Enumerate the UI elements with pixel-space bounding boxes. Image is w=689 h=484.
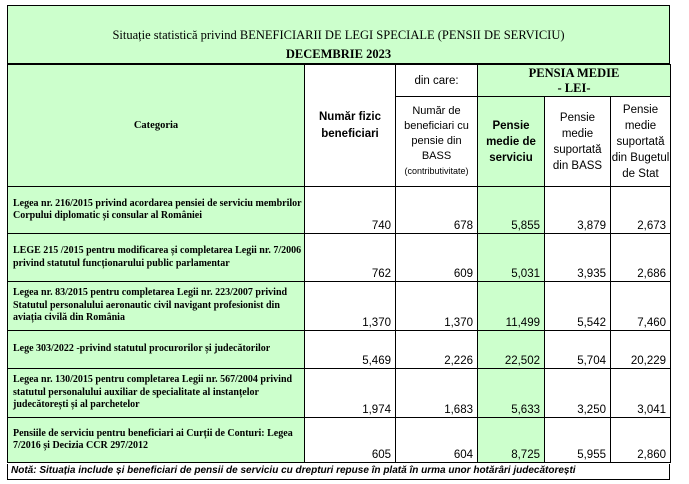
cell-numar: 1,974 (305, 369, 396, 418)
cell-bass: 1,683 (396, 369, 478, 418)
cell-bass: 2,226 (396, 331, 478, 369)
cell-din-bass: 5,704 (545, 331, 611, 369)
report-title: Situație statistică privind BENEFICIARII DE LEGI SPECIALE (PENSII DE SERVICIU) (112, 28, 565, 42)
row-category: Legea nr. 83/2015 pentru completarea Legii nr. 223/2007 privind Statutul personalului aeronautic civil navigant profesionist din aviația civilă din România (8, 282, 305, 331)
cell-buget: 7,460 (611, 282, 671, 331)
cell-buget: 2,860 (611, 418, 671, 463)
cell-bass: 609 (396, 234, 478, 282)
cell-din-bass: 5,542 (545, 282, 611, 331)
title-box (7, 5, 670, 64)
table-row (8, 282, 671, 331)
cell-numar: 740 (305, 187, 396, 234)
cell-bass: 1,370 (396, 282, 478, 331)
header-pensia-medie-unit: - LEI- (557, 80, 591, 95)
header-pensia-medie (478, 65, 671, 97)
cell-buget: 3,041 (611, 369, 671, 418)
header-numar-bass (396, 97, 478, 187)
footnote: Notă: Situația include și beneficiari de pensii de serviciu cu drepturi repuse în plată în urma unor hotărâri judecătorești (7, 464, 670, 480)
cell-bass: 604 (396, 418, 478, 463)
cell-numar: 5,469 (305, 331, 396, 369)
cell-serviciu: 8,725 (478, 418, 545, 463)
header-pensie-bass: Pensie medie suportată din BASS (545, 97, 611, 187)
cell-numar: 762 (305, 234, 396, 282)
header-contributivitate: (contributivitate) (404, 166, 469, 176)
row-category: Pensiile de serviciu pentru beneficiari ai Curții de Conturi: Legea 7/2016 și Decizia CCR 297/2012 (8, 418, 305, 463)
cell-din-bass: 3,879 (545, 187, 611, 234)
header-numar-bass-label: Număr de beneficiari cu pensie din BASS (404, 105, 469, 162)
report-period: DECEMBRIE 2023 (285, 47, 392, 61)
cell-buget: 20,229 (611, 331, 671, 369)
header-numar-fizic: Număr fizic beneficiari (305, 65, 396, 187)
cell-din-bass: 5,955 (545, 418, 611, 463)
row-category: Lege 303/2022 -privind statutul procurorilor și judecătorilor (8, 331, 305, 369)
row-category: Legea nr. 216/2015 privind acordarea pensiei de serviciu membrilor Corpului diplomatic și consular al României (8, 187, 305, 234)
table-row (8, 187, 671, 234)
cell-din-bass: 3,250 (545, 369, 611, 418)
header-pensia-medie-title: PENSIA MEDIE (528, 65, 620, 80)
table-row (8, 418, 671, 463)
cell-serviciu: 11,499 (478, 282, 545, 331)
cell-numar: 1,370 (305, 282, 396, 331)
cell-serviciu: 5,633 (478, 369, 545, 418)
header-din-care: din care: (396, 65, 478, 97)
pension-table (7, 64, 671, 463)
table-row (8, 331, 671, 369)
cell-numar: 605 (305, 418, 396, 463)
header-pensie-buget: Pensie medie suportată din Bugetul de Stat (611, 97, 671, 187)
cell-buget: 2,673 (611, 187, 671, 234)
cell-serviciu: 22,502 (478, 331, 545, 369)
row-category: Legea nr. 130/2015 pentru completarea Legii nr. 567/2004 privind statutul personalului auxiliar de specialitate al instanțelor judecătorești și al parchetelor (8, 369, 305, 418)
cell-serviciu: 5,031 (478, 234, 545, 282)
cell-serviciu: 5,855 (478, 187, 545, 234)
table-row (8, 234, 671, 282)
cell-buget: 2,686 (611, 234, 671, 282)
table-row (8, 369, 671, 418)
row-category: LEGE 215 /2015 pentru modificarea și completarea Legii nr. 7/2006 privind statutul funcționarului public parlamentar (8, 234, 305, 282)
header-categoria: Categoria (8, 65, 305, 187)
cell-bass: 678 (396, 187, 478, 234)
header-pensie-serviciu: Pensie medie de serviciu (478, 97, 545, 187)
cell-din-bass: 3,935 (545, 234, 611, 282)
